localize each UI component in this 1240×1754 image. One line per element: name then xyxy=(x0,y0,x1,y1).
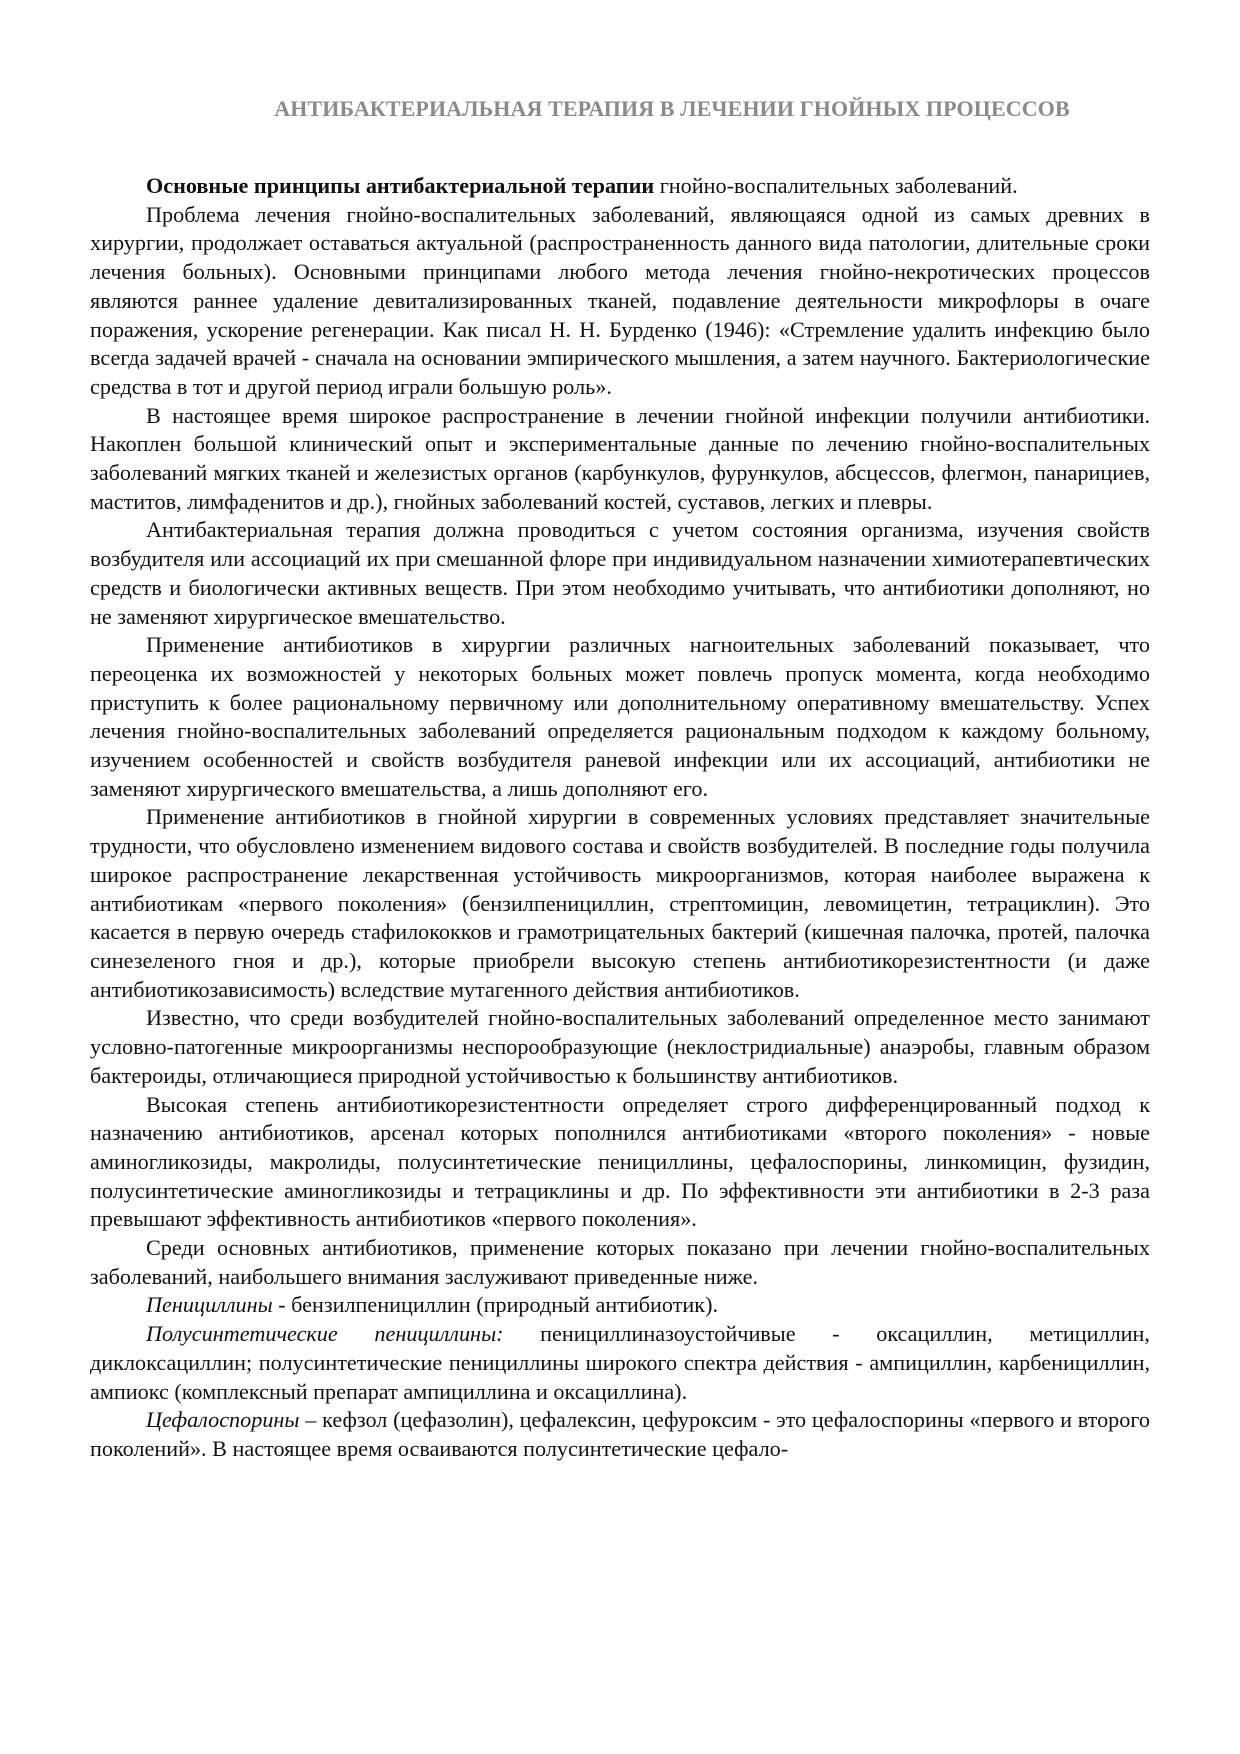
paragraph-semisynthetic-penicillins-text: пенициллиназоустойчивые - оксациллин, метициллин, диклоксациллин; полусинтетические пенициллины широкого спектра действия - ампициллин, карбенициллин, ампиокс (комплексный препарат ампициллина и оксациллина). xyxy=(90,1321,1150,1404)
term-cephalosporins: Цефалоспорины xyxy=(146,1407,300,1433)
paragraph-1: Проблема лечения гнойно-воспалительных заболеваний, являющаяся одной из самых древних в хирургии, продолжает оставаться актуальной (распространенность данного вида патологии, длительные сроки лечения больных). Основными принципами любого метода лечения гнойно-некротических процессов являются раннее удаление девитализированных тканей, подавление деятельности микрофлоры в очаге поражения, ускорение регенерации. Как писал Н. Н. Бурденко (1946): «Стремление удалить инфекцию было всегда задачей врачей - сначала на основании эмпирического мышления, а затем научного. Бактериологические средства в тот и другой период играли большую роль». xyxy=(90,201,1150,399)
paragraph-3: Антибактериальная терапия должна проводиться с учетом состояния организма, изучения свойств возбудителя или ассоциаций их при смешанной флоре при индивидуальном назначении химиотерапевтических средств и биологически активных веществ. При этом необходимо учитывать, что антибиотики дополняют, но не заменяют хирургическое вмешательство. xyxy=(90,517,1150,629)
paragraph-6: Известно, что среди возбудителей гнойно-воспалительных заболеваний определенное место занимают условно-патогенные микроорганизмы неспорообразующие (неклостридиальные) анаэробы, главным образом бактероиды, отличающиеся природной устойчивостью к большинству антибиотиков. xyxy=(90,1005,1150,1088)
paragraph-penicillins-text: - бензилпенициллин (природный антибиотик). xyxy=(272,1292,719,1318)
page-title: АНТИБАКТЕРИАЛЬНАЯ ТЕРАПИЯ В ЛЕЧЕНИИ ГНОЙНЫХ ПРОЦЕССОВ xyxy=(274,96,1070,121)
section-heading-bold: Основные принципы антибактериальной терапии xyxy=(146,173,655,198)
paragraph-cephalosporins-text: – кефзол (цефазолин), цефалексин, цефуроксим - это цефалоспорины «первого и второго поколений». В настоящее время осваиваются полусинтетические цефало- xyxy=(90,1407,1150,1461)
section-heading xyxy=(90,172,1150,201)
term-semisynthetic-penicillins: Полусинтетические пенициллины: xyxy=(146,1321,504,1347)
term-penicillins: Пенициллины xyxy=(146,1292,273,1318)
paragraph-5: Применение антибиотиков в гнойной хирургии в современных условиях представляет значительные трудности, что обусловлено изменением видового состава и свойств возбудителей. В последние годы получила широкое распространение лекарственная устойчивость микроорганизмов, которая наиболее выражена к антибиотикам «первого поколения» (бензилпенициллин, стрептомицин, левомицетин, тетрациклин). Это касается в первую очередь стафилококков и грамотрицательных бактерий (кишечная палочка, протей, палочка синезеленого гноя и др.), которые приобрели высокую степень антибиотикорезистентности (и даже антибиотикозависимость) вследствие мутагенного действия антибиотиков. xyxy=(90,804,1150,1002)
paragraph-2: В настоящее время широкое распространение в лечении гнойной инфекции получили антибиотики. Накоплен большой клинический опыт и экспериментальные данные по лечению гнойно-воспалительных заболеваний мягких тканей и железистых органов (карбункулов, фурункулов, абсцессов, флегмон, панарициев, маститов, лимфаденитов и др.), гнойных заболеваний костей, суставов, легких и плевры. xyxy=(90,402,1150,514)
paragraph-penicillins xyxy=(90,1291,1150,1320)
document-body xyxy=(90,172,1150,1464)
paragraph-cephalosporins xyxy=(90,1406,1150,1463)
paragraph-7: Высокая степень антибиотикорезистентности определяет строго дифференцированный подход к назначению антибиотиков, арсенал которых пополнился антибиотиками «второго поколения» - новые аминогликозиды, макролиды, полусинтетические пенициллины, цефалоспорины, линкомицин, фузидин, полусинтетические аминогликозиды и тетрациклины и др. По эффективности эти антибиотики в 2-3 раза превышают эффективность антибиотиков «первого поколения». xyxy=(90,1091,1150,1232)
paragraph-4: Применение антибиотиков в хирургии различных нагноительных заболеваний показывает, что переоценка их возможностей у некоторых больных может повлечь пропуск момента, когда необходимо приступить к более рациональному первичному или дополнительному оперативному вмешательству. Успех лечения гнойно-воспалительных заболеваний определяется рациональным подходом к каждому больному, изучением особенностей и свойств возбудителя раневой инфекции или их ассоциаций, антибиотики не заменяют хирургического вмешательства, а лишь дополняют его. xyxy=(90,632,1150,801)
paragraph-8: Среди основных антибиотиков, применение которых показано при лечении гнойно-воспалительных заболеваний, наибольшего внимания заслуживают приведенные ниже. xyxy=(90,1235,1150,1289)
paragraph-semisynthetic-penicillins xyxy=(90,1320,1150,1406)
section-heading-rest: гнойно-воспалительных заболеваний. xyxy=(654,173,1018,198)
